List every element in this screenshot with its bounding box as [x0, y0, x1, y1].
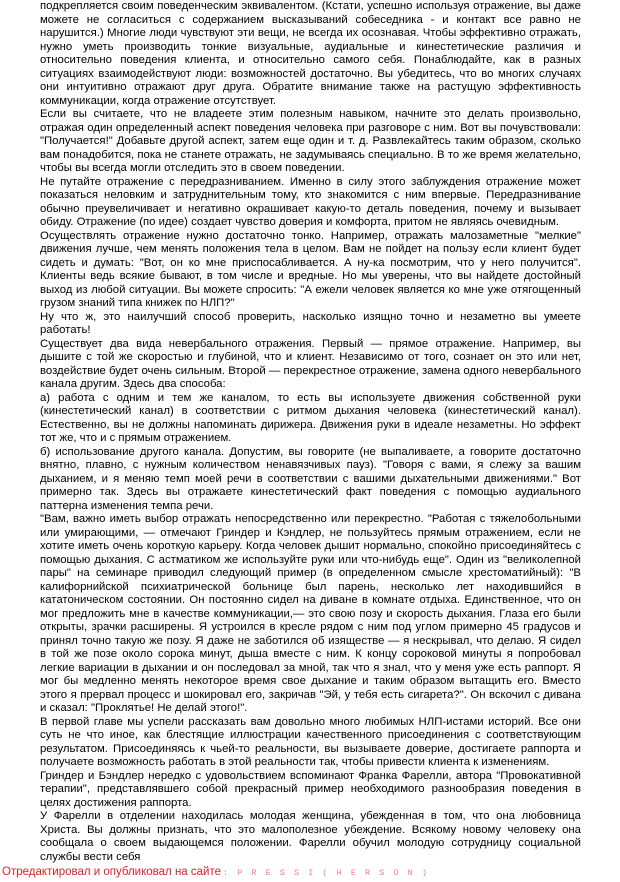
footer-credit: [2, 866, 429, 878]
paragraph-7: а) работа с одним и тем же каналом, то есть вы используете движения собственной руки (кинестетический канал) в соответствии с ритмом дыхания человека (кинестетический канал). Естественно, вы не должны напоминать дирижера. Движения руки в идеале незаметны. Но эффект тот же, что и с прямым отражением.: [40, 391, 581, 444]
paragraph-4: Осуществлять отражение нужно достаточно тонко. Например, отражать малозаметные "мелкие" движения лучше, чем менять положения тела в целом. Вам не пойдет на пользу если клиент будет сидеть и думать: "Вот, он ко мне приспосабливается. А ну-ка посмотрим, что у него получится". Клиенты ведь всякие бывают, в том числе и вредные. Но мы уверены, что вы найдете достойный выход из любой ситуации. Вы можете спросить: "А ежели человек является ко мне уже отягощенный грузом знаний типа книжек по НЛП?": [40, 229, 581, 309]
paragraph-1: подкрепляется своим поведенческим эквивалентом. (Кстати, успешно используя отражение, вы даже можете не согласиться с содержанием высказываний собеседника - и контакт все равно не нарушится.) Многие люди чувствуют эти вещи, не всегда их осознавая. Чтобы эффективно отражать, нужно уметь производить тонкие визуальные, аудиальные и кинестетические различия и относительно поведения клиента, и относительно самого себя. Понаблюдайте, как в разных ситуациях взаимодействуют люди: возможностей достаточно. Вы убедитесь, что во многих случаях они интуитивно отражают друг друга. Обратите внимание также на растущую эффективность коммуникации, когда отражение отсутствует.: [40, 0, 581, 107]
paragraph-8: б) использование другого канала. Допустим, вы говорите (не выпаливаете, а говорите достаточно внятно, плавно, с нужным количеством ненавязчивых пауз). "Говоря с вами, я слежу за вашим дыханием, и я меняю темп моей речи в соответствии с вашими дыхательными движениями." Вот примерно так. Здесь вы отражаете кинестетический факт поведения с помощью аудиального паттерна изменения темпа речи.: [40, 445, 581, 512]
paragraph-10: В первой главе мы успели рассказать вам довольно много любимых НЛП-истами историй. Все они суть не что иное, как блестящие иллюстрации качественного присоединения с соответствующим результатом. Присоединяясь к чьей-то реальности, вы вызываете доверие, достигаете раппорта и получаете возможность работать в этой реальности так, чтобы привести клиента к изменениям.: [40, 715, 581, 768]
paragraph-2: Если вы считаете, что не владеете этим полезным навыком, начните это делать произвольно, отражая один определенный аспект поведения человека при разговоре с ним. Вот вы почувствовали: "Получается!" Добавьте другой аспект, затем еще один и т. д. Развлекайтесь таким образом, сколько вам понадобится, пока не станете отражать, не задумываясь специально. В то же время желательно, чтобы вы всегда могли отследить это в своем поведении.: [40, 108, 581, 174]
footer-label: Отредактировал и опубликовал на сайте: [2, 866, 221, 878]
paragraph-6: Существует два вида невербального отражения. Первый — прямое отражение. Например, вы дышите с той же скоростью и глубиной, что и клиент. Независимо от того, сознает он это или нет, воздействие будет очень сильным. Второй — перекрестное отражение, замена одного невербального канала другим. Здесь два способа:: [40, 337, 581, 390]
paragraph-11: Гриндер и Бэндлер нередко с удовольствием вспоминают Франка Фарелли, автора "Провокативной терапии", представлявшего собой прекрасный пример необходимого разнообразия поведения в целях достижения раппорта.: [40, 769, 581, 809]
paragraph-5: Ну что ж, это наилучший способ проверить, насколько изящно точно и незаметно вы умеете работать!: [40, 310, 581, 336]
paragraph-9: "Вам, важно иметь выбор отражать непосредственно или перекрестно. "Работая с тяжелобольными или умирающими, — отмечают Гриндер и Кэндлер, не пользуйтесь прямым отражением, если не хотите иметь очень короткую карьеру. Когда человек дышит нормально, спокойно присоединяйтесь с помощью дыхания. С астматиком же используйте руки или что-нибудь еще". Один из "великолепной пары" на семинаре приводил следующий пример (в определенном смысле хрестоматийный): "В калифорнийской психиатрической больнице был парень, несколько лет находившийся в кататоническом состоянии. Он постоянно сидел на диване в комнате отдыха. Единственное, что он мог предложить мне в качестве коммуникации,— это свою позу и скорость дыхания. Глаза его были открыты, зрачки расширены. Я устроился в кресле рядом с ним под углом примерно 45 градусов и принял точно такую же позу. Я даже не заботился об изяществе — я нескрывал, что делаю. Я сидел в той же позе около сорока минут, дыша вместе с ним. К концу сороковой минуты я попробовал легкие вариации в дыхании и он последовал за мной, так что я знал, что у меня уже есть раппорт. Я мог бы медленно менять некоторое время свое дыхание и таким образом вытащить его. Вместо этого я прервал процесс и шокировал его, закричав "Эй, у тебя есть сигарета?". Он вскочил с дивана и сказал: "Проклятье! Не делай этого!".: [40, 513, 581, 714]
paragraph-12: У Фарелли в отделении находилась молодая женщина, убежденная в том, что она любовница Христа. Вы должны признать, что это малополезное убеждение. Всякому новому человеку она сообщала о своем выдающемся положении. Фарелли обучил молодую сотрудницу социальной службы вести себя: [40, 810, 581, 863]
footer-site-link[interactable]: : P R E S S I ( H E R S O N ): [223, 868, 429, 878]
document-body: [40, 0, 581, 864]
paragraph-3: Не путайте отражение с передразниванием. Именно в силу этого заблуждения отражение может показаться неловким и затруднительным тому, кто знакомится с ним впервые. Передразнивание обычно преувеличивает и негативно окрашивает какую-то деталь поведения, почему и вызывает обиду. Отражение (по идее) создает чувство доверия и комфорта, притом не являясь очевидным.: [40, 175, 581, 228]
